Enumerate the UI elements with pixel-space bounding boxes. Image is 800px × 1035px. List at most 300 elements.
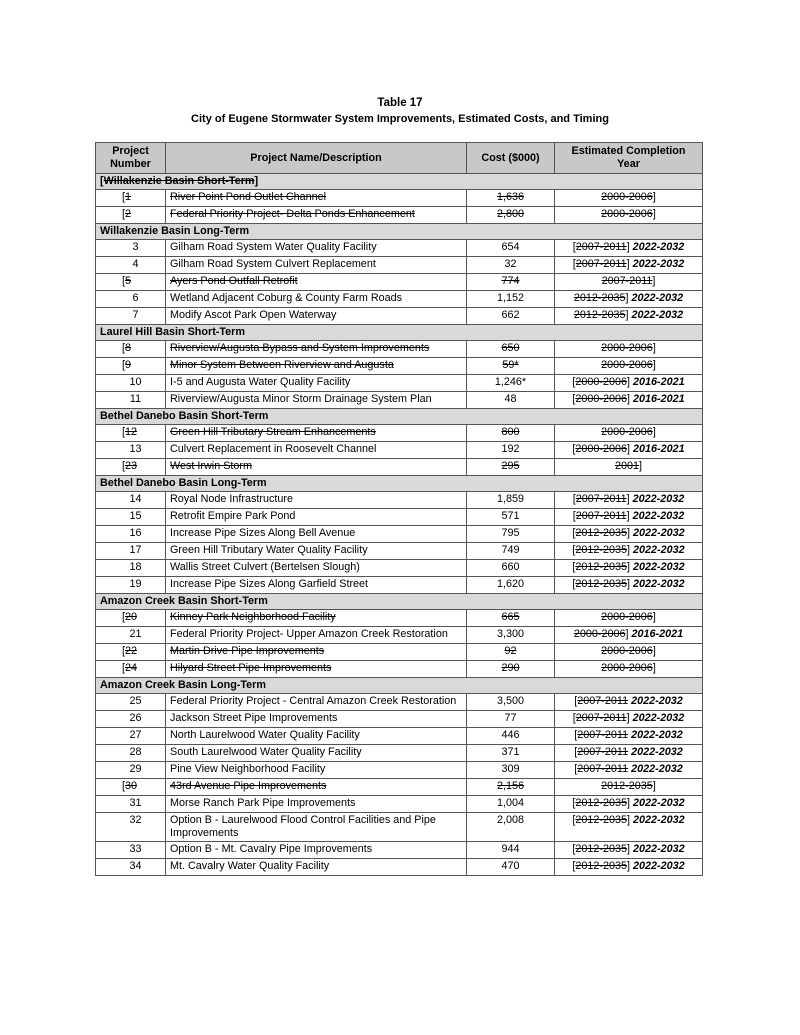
section-heading: [96, 678, 703, 694]
project-name: Riverview/Augusta Minor Storm Drainage System Plan: [170, 393, 432, 405]
number-bracket: [: [122, 208, 125, 220]
year-deleted: 2007-2011: [577, 763, 629, 775]
year-bracket: ]: [627, 578, 630, 590]
project-cost: 3,500: [496, 695, 525, 707]
year-bracket: [: [574, 729, 578, 741]
number-bracket: [: [122, 342, 125, 354]
year-deleted: 2000-2006: [601, 426, 653, 438]
project-name-cell: [166, 274, 467, 291]
project-name: Morse Ranch Park Pipe Improvements: [170, 797, 356, 809]
project-number: 10: [129, 376, 142, 388]
project-number: 23: [125, 460, 138, 472]
project-name-cell: [166, 779, 467, 796]
completion-year-cell: [555, 694, 703, 711]
project-number-cell: [96, 526, 166, 543]
project-name-cell: [166, 308, 467, 325]
project-cost: 59*: [502, 359, 519, 371]
completion-year-cell: [555, 492, 703, 509]
heading-bracket: [: [100, 175, 104, 187]
table-row: [96, 308, 703, 325]
project-cost-cell: [467, 207, 555, 224]
project-name: Riverview/Augusta Bypass and System Improvements: [170, 342, 430, 354]
project-name-cell: [166, 257, 467, 274]
project-cost-cell: [467, 577, 555, 594]
year-new: 2022-2032: [633, 797, 685, 809]
number-bracket: [: [122, 359, 125, 371]
section-heading: [96, 325, 703, 341]
project-cost: 2,800: [496, 208, 525, 220]
project-name-cell: [166, 560, 467, 577]
year-deleted: 2007-2011: [575, 712, 627, 724]
project-cost-cell: [467, 341, 555, 358]
project-number: 9: [125, 359, 132, 371]
project-number: 11: [129, 393, 142, 405]
section-heading-text: Amazon Creek Basin Short-Term: [100, 595, 268, 607]
table-row: [96, 240, 703, 257]
year-bracket: ]: [652, 275, 656, 287]
completion-year-cell: [555, 526, 703, 543]
section-heading-row: [96, 174, 703, 190]
year-bracket: ]: [652, 645, 656, 657]
project-number: 1: [125, 191, 132, 203]
project-cost: 470: [501, 860, 520, 872]
year-deleted: 2000-2006: [601, 645, 653, 657]
project-name: West Irwin Storm: [170, 460, 252, 472]
year-deleted: 2012-2035: [573, 309, 626, 321]
year-new: 2022-2032: [631, 746, 683, 758]
year-deleted: 2012-2035: [575, 527, 627, 539]
project-number: 18: [129, 561, 142, 573]
year-bracket: [: [572, 393, 576, 405]
year-new: 2022-2032: [633, 578, 685, 590]
year-bracket: ]: [625, 309, 629, 321]
project-name: Increase Pipe Sizes Along Garfield Street: [170, 578, 369, 590]
completion-year-cell: [555, 644, 703, 661]
project-number: 6: [132, 292, 139, 304]
completion-year-cell: [555, 375, 703, 392]
project-number-cell: [96, 459, 166, 476]
project-name-cell: [166, 240, 467, 257]
project-name: Gilham Road System Water Quality Facility: [170, 241, 377, 253]
completion-year-cell: [555, 240, 703, 257]
number-bracket: [: [122, 662, 125, 674]
table-row: [96, 459, 703, 476]
year-bracket: ]: [626, 510, 630, 522]
project-name-cell: [166, 358, 467, 375]
project-name: Modify Ascot Park Open Waterway: [170, 309, 337, 321]
project-name: River Point Pond Outlet Channel: [170, 191, 327, 203]
project-cost-cell: [467, 859, 555, 876]
section-heading-row: [96, 594, 703, 610]
completion-year-cell: [555, 779, 703, 796]
year-bracket: [: [572, 843, 576, 855]
project-cost-cell: [467, 291, 555, 308]
table-row: [96, 796, 703, 813]
project-number-cell: [96, 308, 166, 325]
section-heading: [96, 409, 703, 425]
project-name-cell: [166, 526, 467, 543]
year-deleted: 2012-2035: [575, 578, 627, 590]
year-deleted: 2007-2011: [575, 510, 627, 522]
project-name: Green Hill Tributary Water Quality Facility: [170, 544, 368, 556]
year-bracket: [: [572, 814, 576, 826]
project-number-cell: [96, 190, 166, 207]
year-deleted: 2000-2006: [601, 611, 653, 623]
year-bracket: ]: [626, 493, 630, 505]
project-cost-cell: [467, 644, 555, 661]
project-cost-cell: [467, 425, 555, 442]
project-cost: 654: [501, 241, 520, 253]
year-bracket: [: [572, 561, 576, 573]
year-deleted: 2007-2011: [577, 695, 629, 707]
table-row: [96, 358, 703, 375]
project-number-cell: [96, 392, 166, 409]
header-completion-year: Estimated Completion Year: [555, 143, 703, 174]
completion-year-cell: [555, 190, 703, 207]
year-new: 2016-2021: [633, 443, 685, 455]
project-name: 43rd Avenue Pipe Improvements: [170, 780, 327, 792]
table-row: [96, 694, 703, 711]
year-new: 2016-2021: [631, 628, 684, 640]
project-number-cell: [96, 762, 166, 779]
project-cost-cell: [467, 610, 555, 627]
project-cost-cell: [467, 274, 555, 291]
year-bracket: [: [572, 510, 576, 522]
project-name: Retrofit Empire Park Pond: [170, 510, 296, 522]
year-bracket: ]: [652, 342, 656, 354]
project-number: 2: [125, 208, 132, 220]
project-cost: 290: [501, 662, 520, 674]
project-number-cell: [96, 796, 166, 813]
completion-year-cell: [555, 425, 703, 442]
year-bracket: [: [574, 746, 578, 758]
year-bracket: ]: [639, 460, 643, 472]
project-name-cell: [166, 610, 467, 627]
completion-year-cell: [555, 745, 703, 762]
project-name-cell: [166, 627, 467, 644]
project-name: Minor System Between Riverview and Augusta: [170, 359, 394, 371]
project-cost-cell: [467, 745, 555, 762]
table-row: [96, 509, 703, 526]
year-bracket: [: [572, 376, 576, 388]
project-cost-cell: [467, 308, 555, 325]
project-number: 29: [129, 763, 142, 775]
project-name-cell: [166, 813, 467, 842]
year-deleted: 2012-2035: [575, 544, 627, 556]
project-cost-cell: [467, 560, 555, 577]
project-name-cell: [166, 694, 467, 711]
project-number-cell: [96, 779, 166, 796]
year-bracket: ]: [626, 241, 630, 253]
project-number-cell: [96, 560, 166, 577]
table-row: [96, 859, 703, 876]
project-cost: 3,300: [496, 628, 525, 640]
project-number-cell: [96, 341, 166, 358]
year-deleted: 2007-2011: [575, 493, 627, 505]
project-name: Ayers Pond Outfall Retrofit: [170, 275, 298, 287]
project-cost-cell: [467, 509, 555, 526]
completion-year-cell: [555, 610, 703, 627]
project-cost-cell: [467, 543, 555, 560]
project-number-cell: [96, 745, 166, 762]
year-deleted: 2012-2035: [575, 797, 627, 809]
table-subtitle: City of Eugene Stormwater System Improvements, Estimated Costs, and Timing: [191, 113, 609, 125]
completion-year-cell: [555, 274, 703, 291]
project-cost-cell: [467, 190, 555, 207]
year-bracket: ]: [627, 797, 630, 809]
project-number: 22: [125, 645, 138, 657]
year-deleted: 2007-2011: [575, 258, 627, 270]
year-new: 2022-2032: [633, 843, 685, 855]
year-deleted: 2000-2006: [601, 208, 653, 220]
table-body: [96, 174, 703, 876]
year-deleted: 2012-2035: [575, 860, 627, 872]
year-bracket: ]: [627, 843, 630, 855]
year-new: 2016-2021: [633, 393, 685, 405]
project-name-cell: [166, 375, 467, 392]
project-name-cell: [166, 425, 467, 442]
table-row: [96, 291, 703, 308]
project-cost: 371: [501, 746, 520, 758]
project-number-cell: [96, 442, 166, 459]
year-deleted: 2007-2011: [601, 275, 653, 287]
year-bracket: ]: [652, 780, 656, 792]
year-bracket: ]: [652, 191, 656, 203]
project-name-cell: [166, 842, 467, 859]
project-name: Hilyard Street Pipe Improvements: [170, 662, 332, 674]
project-number-cell: [96, 274, 166, 291]
year-new: 2022-2032: [633, 814, 685, 826]
project-name-cell: [166, 728, 467, 745]
section-heading: [96, 476, 703, 492]
completion-year-cell: [555, 627, 703, 644]
table-row: [96, 375, 703, 392]
section-heading-row: [96, 678, 703, 694]
table-row: [96, 627, 703, 644]
section-heading-deleted: Willakenzie Basin Short-Term: [103, 175, 255, 187]
table-row: [96, 257, 703, 274]
completion-year-cell: [555, 509, 703, 526]
year-bracket: [: [572, 493, 576, 505]
year-bracket: ]: [652, 611, 656, 623]
table-row: [96, 543, 703, 560]
project-number-cell: [96, 240, 166, 257]
year-deleted: 2000-2006: [575, 443, 627, 455]
number-bracket: [: [122, 645, 125, 657]
year-bracket: [: [574, 695, 578, 707]
project-number: 20: [125, 611, 138, 623]
project-name-cell: [166, 509, 467, 526]
section-heading-row: [96, 476, 703, 492]
completion-year-cell: [555, 308, 703, 325]
project-name-cell: [166, 711, 467, 728]
table-row: [96, 711, 703, 728]
year-new: 2022-2032: [633, 860, 685, 872]
project-cost-cell: [467, 796, 555, 813]
project-number-cell: [96, 358, 166, 375]
completion-year-cell: [555, 762, 703, 779]
year-bracket: ]: [652, 208, 656, 220]
project-number: 14: [129, 493, 142, 505]
project-number-cell: [96, 425, 166, 442]
project-number: 25: [129, 695, 142, 707]
project-number: 32: [129, 814, 142, 826]
project-number: 16: [129, 527, 142, 539]
completion-year-cell: [555, 577, 703, 594]
project-cost: 1,620: [496, 578, 525, 590]
project-name: Pine View Neighborhood Facility: [170, 763, 326, 775]
project-number: 33: [129, 843, 142, 855]
project-number-cell: [96, 627, 166, 644]
project-number: 5: [125, 275, 132, 287]
year-deleted: 2007-2011: [575, 241, 627, 253]
project-name-cell: [166, 577, 467, 594]
project-number-cell: [96, 610, 166, 627]
number-bracket: [: [122, 426, 125, 438]
project-number-cell: [96, 375, 166, 392]
year-bracket: ]: [627, 544, 630, 556]
year-bracket: ]: [626, 712, 630, 724]
year-deleted: 2007-2011: [577, 746, 629, 758]
project-name-cell: [166, 392, 467, 409]
project-cost: 774: [501, 275, 520, 287]
year-deleted: 2012-2035: [575, 843, 627, 855]
project-number-cell: [96, 842, 166, 859]
completion-year-cell: [555, 796, 703, 813]
year-new: 2022-2032: [633, 527, 685, 539]
project-cost: 1,246*: [494, 376, 527, 388]
project-cost-cell: [467, 526, 555, 543]
year-deleted: 2000-2006: [601, 191, 653, 203]
project-cost-cell: [467, 627, 555, 644]
project-name-cell: [166, 190, 467, 207]
completion-year-cell: [555, 842, 703, 859]
project-name-cell: [166, 661, 467, 678]
project-number: 8: [125, 342, 132, 354]
year-bracket: [: [572, 527, 576, 539]
year-bracket: [: [572, 258, 576, 270]
project-number-cell: [96, 577, 166, 594]
project-name: North Laurelwood Water Quality Facility: [170, 729, 360, 741]
table-row: [96, 610, 703, 627]
year-bracket: ]: [652, 662, 656, 674]
year-bracket: [: [572, 797, 576, 809]
year-new: 2022-2032: [632, 510, 685, 522]
project-number: 27: [129, 729, 142, 741]
project-cost-cell: [467, 442, 555, 459]
project-cost: 650: [501, 342, 520, 354]
table-row: [96, 425, 703, 442]
year-new: 2022-2032: [633, 544, 685, 556]
project-name: Culvert Replacement in Roosevelt Channel: [170, 443, 377, 455]
year-new: 2022-2032: [632, 258, 685, 270]
project-number-cell: [96, 543, 166, 560]
project-name: Green Hill Tributary Stream Enhancements: [170, 426, 376, 438]
year-new: 2022-2032: [633, 561, 685, 573]
project-number-cell: [96, 694, 166, 711]
table-row: [96, 341, 703, 358]
project-number-cell: [96, 859, 166, 876]
project-number: 15: [129, 510, 142, 522]
project-cost-cell: [467, 842, 555, 859]
project-name: Kinney Park Neighborhood Facility: [170, 611, 336, 623]
section-heading-text: Laurel Hill Basin Short-Term: [100, 326, 245, 338]
project-cost-cell: [467, 661, 555, 678]
project-number-cell: [96, 711, 166, 728]
project-cost-cell: [467, 694, 555, 711]
header-cost: Cost ($000): [467, 143, 555, 174]
table-row: [96, 842, 703, 859]
project-name: Gilham Road System Culvert Replacement: [170, 258, 376, 270]
project-name: Option B - Laurelwood Flood Control Facilities and Pipe Improvements: [170, 814, 436, 839]
project-cost-cell: [467, 711, 555, 728]
project-cost: 944: [501, 843, 520, 855]
project-cost: 77: [504, 712, 517, 724]
completion-year-cell: [555, 341, 703, 358]
project-number: 31: [129, 797, 142, 809]
completion-year-cell: [555, 661, 703, 678]
table-row: [96, 560, 703, 577]
completion-year-cell: [555, 711, 703, 728]
year-bracket: ]: [627, 561, 630, 573]
project-cost-cell: [467, 728, 555, 745]
year-bracket: ]: [627, 393, 630, 405]
project-name-cell: [166, 796, 467, 813]
completion-year-cell: [555, 392, 703, 409]
project-cost-cell: [467, 459, 555, 476]
completion-year-cell: [555, 728, 703, 745]
project-cost: 2,008: [496, 814, 525, 826]
project-name-cell: [166, 762, 467, 779]
project-number-cell: [96, 492, 166, 509]
table-row: [96, 577, 703, 594]
project-name-cell: [166, 207, 467, 224]
project-cost: 309: [501, 763, 520, 775]
project-cost-cell: [467, 375, 555, 392]
project-name-cell: [166, 745, 467, 762]
header-row: [96, 143, 703, 174]
year-deleted: 2000-2006: [575, 393, 627, 405]
project-cost-cell: [467, 492, 555, 509]
project-name-cell: [166, 644, 467, 661]
year-deleted: 2001: [614, 460, 640, 472]
project-name: Federal Priority Project - Central Amazon Creek Restoration: [170, 695, 457, 707]
project-number-cell: [96, 207, 166, 224]
section-heading-text: Willakenzie Basin Long-Term: [100, 225, 250, 237]
table-row: [96, 442, 703, 459]
project-number: 12: [125, 426, 138, 438]
completion-year-cell: [555, 459, 703, 476]
year-new: 2016-2021: [633, 376, 685, 388]
number-bracket: [: [122, 275, 125, 287]
year-new: 2022-2032: [631, 763, 683, 775]
project-name: Martin Drive Pipe Improvements: [170, 645, 325, 657]
project-number-cell: [96, 813, 166, 842]
table-row: [96, 190, 703, 207]
completion-year-cell: [555, 543, 703, 560]
project-cost-cell: [467, 392, 555, 409]
year-bracket: ]: [625, 628, 629, 640]
project-number: 26: [129, 712, 142, 724]
project-name: Wallis Street Culvert (Bertelsen Slough): [170, 561, 360, 573]
project-number: 19: [129, 578, 142, 590]
project-name-cell: [166, 291, 467, 308]
project-cost: 92: [504, 645, 517, 657]
project-cost: 660: [501, 561, 520, 573]
completion-year-cell: [555, 257, 703, 274]
header-project-name: Project Name/Description: [166, 143, 467, 174]
improvements-table: [95, 142, 703, 876]
